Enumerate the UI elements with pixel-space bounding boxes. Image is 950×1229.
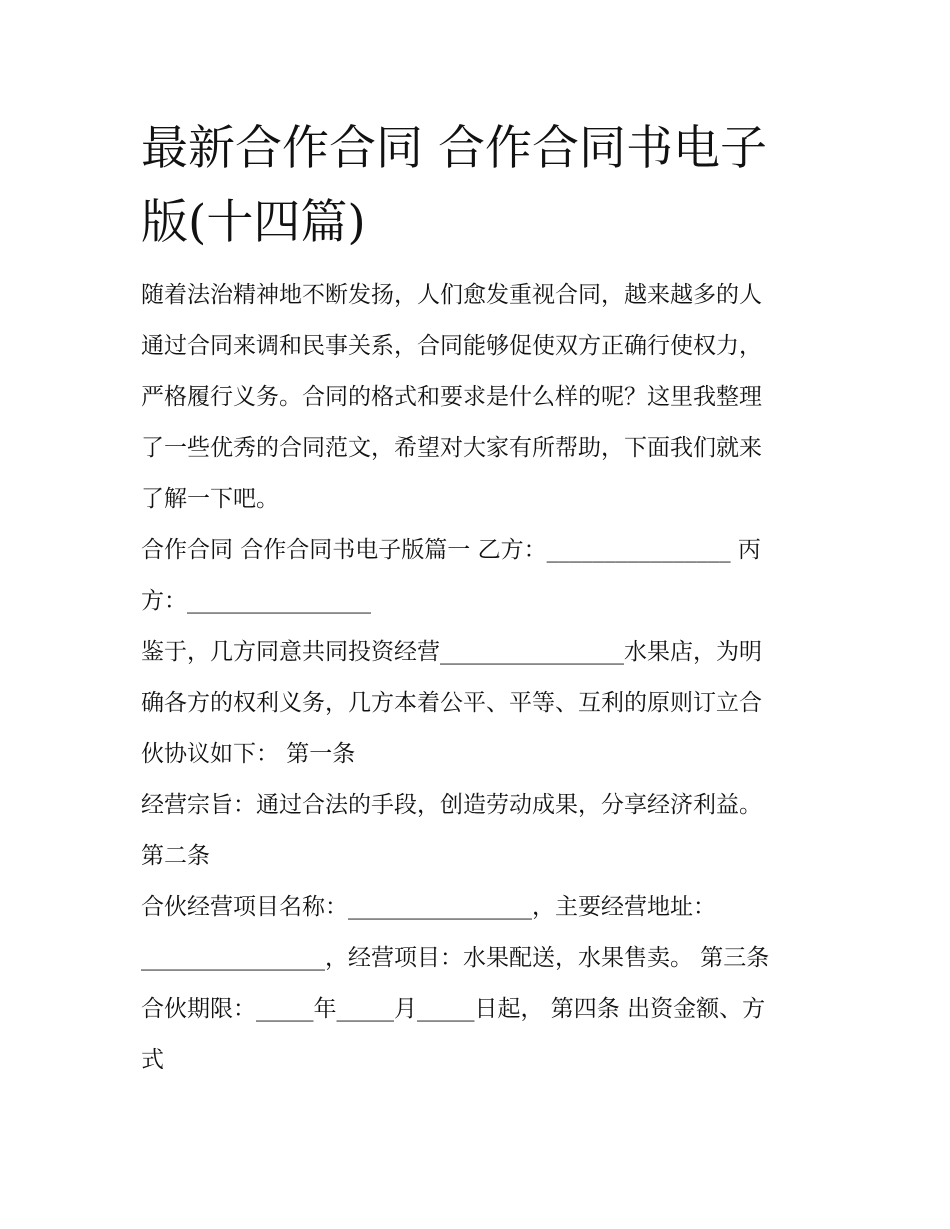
project-paragraph: 合伙经营项目名称：________________，主要经营地址： ________________，经营项目：水果配送，水果售卖。 第三条 bbox=[141, 894, 770, 971]
document-title bbox=[141, 112, 821, 260]
agreement-paragraph: 鉴于，几方同意共同投资经营________________水果店，为明 确各方的权利义务，几方本着公平、平等、互利的原则订立合 伙协议如下： 第一条 bbox=[141, 639, 762, 767]
document-page bbox=[141, 112, 821, 1086]
title-line-2: 版(十四篇) bbox=[141, 195, 366, 250]
term-paragraph: 合伙期限：_____年_____月_____日起， 第四条 出资金额、方 式 bbox=[141, 996, 766, 1073]
parties-paragraph: 合作合同 合作合同书电子版篇一 乙方：________________ 丙 方：________________ bbox=[141, 537, 761, 614]
intro-paragraph: 随着法治精神地不断发扬，人们愈发重视合同，越来越多的人 通过合同来调和民事关系，合同能够促使双方正确行使权力， 严格履行义务。合同的格式和要求是什么样的呢？这里我整理 了一些优秀的合同范文，希望对大家有所帮助，下面我们就来 了解一下吧。 bbox=[141, 282, 762, 512]
purpose-paragraph: 经营宗旨：通过合法的手段，创造劳动成果，分享经济利益。 第二条 bbox=[141, 792, 762, 869]
title-line-1: 最新合作合同 合作合同书电子 bbox=[141, 121, 767, 176]
